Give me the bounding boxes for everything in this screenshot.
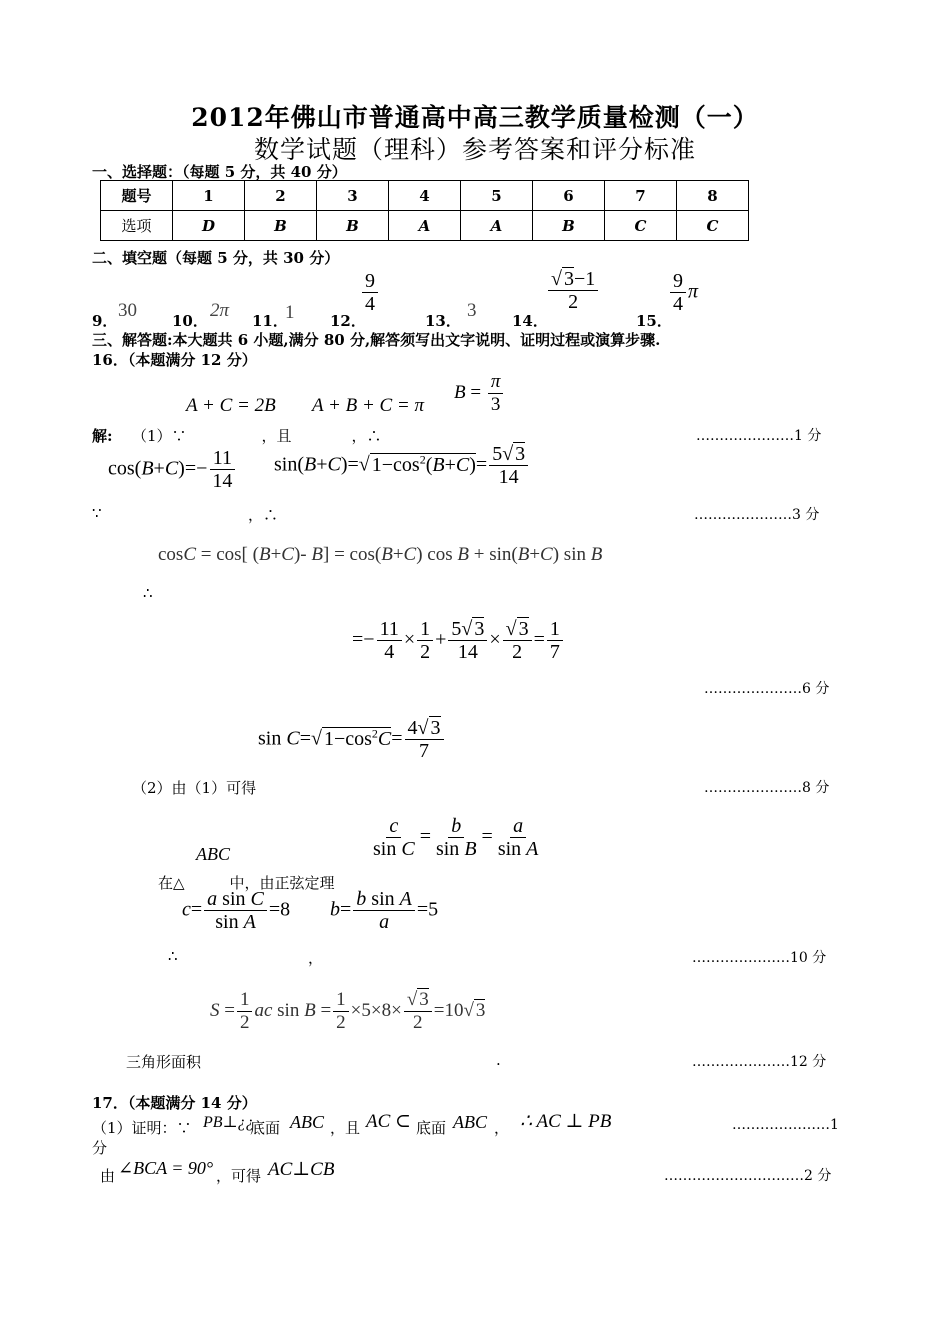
- q16-heading: 16．（本题满分 12 分）: [92, 351, 257, 369]
- table-cell: 6: [533, 181, 605, 211]
- fill-label-12: 12．: [330, 312, 366, 330]
- table-cell-answer-label: 选项: [101, 211, 173, 241]
- table-cell: A: [461, 211, 533, 241]
- q17-pb-perp: PB⊥¿¿: [203, 1114, 254, 1131]
- table-cell: C: [677, 211, 749, 241]
- table-cell: 4: [389, 181, 461, 211]
- q17-text-base-2: 底面: [416, 1119, 447, 1137]
- area-text: 三角形面积: [126, 1053, 202, 1071]
- q16-jie: 解:: [92, 427, 113, 445]
- q17-conclusion-1: ∴ AC ⊥ PB: [520, 1111, 612, 1132]
- table-cell: D: [173, 211, 245, 241]
- q17-text-and: ，且: [330, 1119, 361, 1137]
- fill-answer-11: 1: [285, 302, 295, 323]
- table-cell: A: [389, 211, 461, 241]
- eq-cos-B-plus-C: cos(B+C)=− $\frac{11}{14}$: [108, 447, 237, 493]
- q16-sine-law-text: 在△ 中，由正弦定理: [158, 874, 335, 892]
- q17-ac-subset: AC ⊂: [366, 1111, 411, 1132]
- eq-a-plus-c: A + C = 2B: [186, 395, 276, 416]
- table-cell-header-label: 题号: [101, 181, 173, 211]
- table-cell: C: [605, 211, 677, 241]
- eq-c-value: c= $\frac{\text{a sin C}}{\text{sin A}}$ =8: [182, 888, 291, 933]
- q17-text-base: 底面: [250, 1119, 281, 1137]
- q17-line2-prefix: 由: [100, 1167, 116, 1185]
- q17-score-1-unit: 分: [92, 1139, 108, 1157]
- eq-law-of-sines: $\frac{c}{\text{sin C}}$ = $\frac{b}{\text{sin B}}$ = $\frac{a}{\text{sin A}}$: [373, 815, 539, 860]
- fill-answer-10: 2π: [210, 300, 230, 321]
- table-cell: B: [317, 211, 389, 241]
- q17-line1-prefix: （1）证明：∵: [92, 1119, 192, 1137]
- eq-sin-C: sin C=√ $1-\cos^2C=$ $\frac{4√ 3}{7}$: [258, 717, 446, 763]
- score-8: …………………8 分: [704, 780, 830, 796]
- score-3: …………………3 分: [694, 507, 820, 523]
- triangle-label: ABC: [196, 844, 230, 864]
- q17-score-2: …………………………2 分: [664, 1168, 832, 1184]
- fill-label-14: 14．: [512, 312, 548, 330]
- score-12: …………………12 分: [692, 1054, 827, 1070]
- fill-label-15: 15．: [636, 312, 672, 330]
- table-cell: 3: [317, 181, 389, 211]
- because-symbol: ∵: [92, 504, 102, 522]
- q17-text-so: ，可得: [216, 1167, 262, 1185]
- section1-heading: 一、选择题：（每题 5 分，共 40 分）: [92, 163, 347, 181]
- eq-b-value: b= $\frac{\text{b sin A}}{a}$ =5: [330, 888, 439, 933]
- table-cell: B: [245, 211, 317, 241]
- table-row-numbers: [101, 181, 749, 211]
- q17-score-1: …………………1: [732, 1117, 839, 1133]
- table-cell: 5: [461, 181, 533, 211]
- therefore-comma: ，∴: [248, 506, 279, 524]
- fill-answer-13: 3: [467, 300, 477, 321]
- eq-cos-C: cosC = cos[ (B+C)- B] = cos(B+C) cos B + sin(B+C) sin B: [158, 544, 603, 565]
- q16-part1-text: （1）∵ ，且 ，∴: [132, 427, 382, 445]
- eq-sin-B-plus-C: sin(B+C)=√ $1-\cos^2(B+C)=$ $\frac{5√ 3}{14}$: [274, 443, 530, 489]
- fill-answer-15: $\frac{9}{4}$ π: [668, 270, 698, 316]
- eq-angle-sum: A + B + C = π: [312, 395, 425, 416]
- period: .: [496, 1051, 501, 1069]
- q17-heading: 17．（本题满分 14 分）: [92, 1094, 257, 1112]
- fill-answer-12: $\frac{9}{4}$: [360, 270, 380, 316]
- score-1: …………………1 分: [696, 428, 822, 444]
- score-6: …………………6 分: [704, 681, 830, 697]
- q17-abc-2: ABC: [453, 1112, 487, 1132]
- therefore-symbol-2: ∴: [168, 947, 178, 965]
- page-subtitle: 数学试题（理科）参考答案和评分标准: [253, 135, 696, 164]
- therefore-symbol: ∴: [143, 584, 153, 602]
- table-cell: B: [533, 211, 605, 241]
- eq-area: S = $\frac{1}{2}$ ac sin B = $\frac{1}{2}$ ×5×8× $\frac{√ 3}{2}$ =10√ 3: [210, 989, 486, 1033]
- score-10: …………………10 分: [692, 950, 827, 966]
- section2-heading: 二、填空题（每题 5 分，共 30 分）: [92, 249, 340, 267]
- fill-answer-14: $\frac{√ 3-1}{2}$: [546, 268, 600, 314]
- table-cell: 2: [245, 181, 317, 211]
- fill-label-10: 10．: [172, 312, 208, 330]
- fill-label-9: 9．: [92, 312, 118, 330]
- answer-table: [100, 180, 749, 241]
- eq-B-value: B = $\frac{\pi}{3}$: [454, 372, 505, 416]
- fill-label-13: 13．: [425, 312, 461, 330]
- q17-conclusion-2: AC⊥CB: [268, 1159, 335, 1180]
- q17-comma: ，: [494, 1119, 510, 1137]
- table-row-answers: [101, 211, 749, 241]
- q16-part2-text: （2）由（1）可得: [132, 779, 257, 797]
- fill-answer-9: 30: [118, 300, 137, 321]
- fill-label-11: 11．: [252, 312, 288, 330]
- section3-heading: 三、解答题:本大题共 6 小题,满分 80 分,解答须写出文字说明、证明过程或演算步骤.: [92, 331, 661, 349]
- table-cell: 8: [677, 181, 749, 211]
- q17-angle-bca: ∠BCA = 90°: [118, 1158, 214, 1178]
- table-cell: 7: [605, 181, 677, 211]
- table-cell: 1: [173, 181, 245, 211]
- comma: ，: [308, 949, 324, 967]
- page-title: 2012年佛山市普通高中高三教学质量检测（一）: [191, 103, 759, 132]
- eq-cos-C-value: =− $\frac{11}{4}$ × $\frac{1}{2}$ + $\frac{5√ 3}{14}$ × $\frac{√ 3}{2}$ = $\frac{1}{7}$: [352, 618, 565, 664]
- q17-abc: ABC: [290, 1112, 324, 1132]
